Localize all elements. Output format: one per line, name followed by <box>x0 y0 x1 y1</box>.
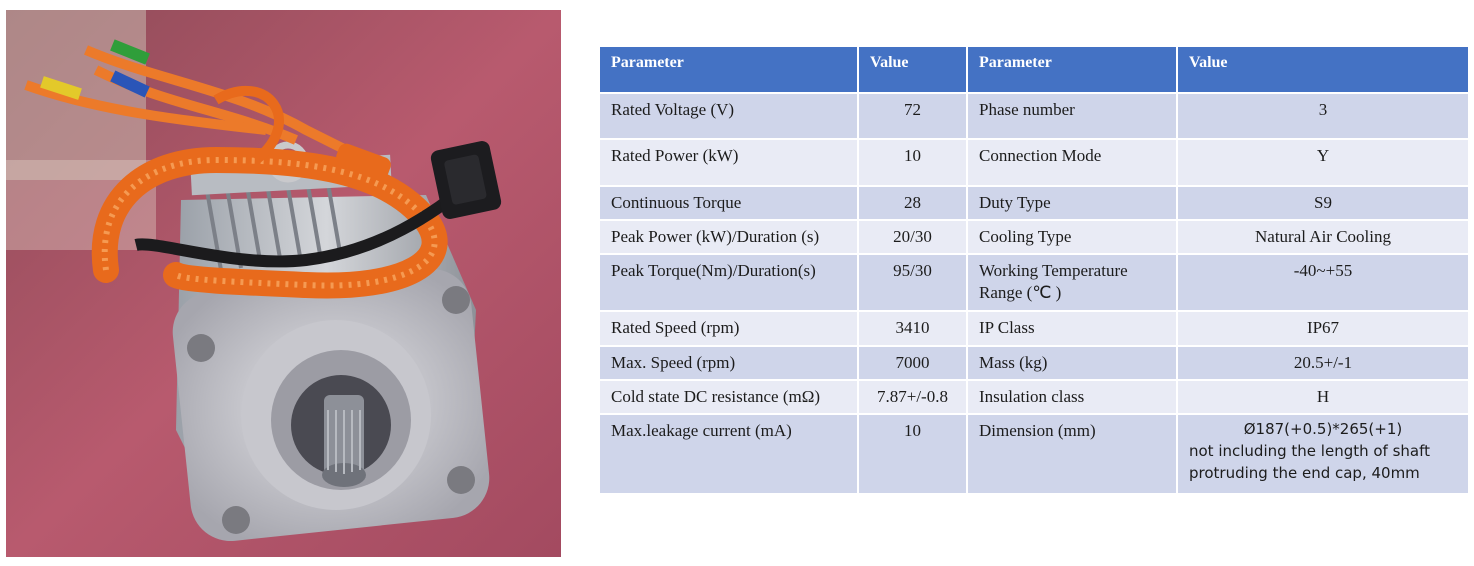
param-cell: IP Class <box>967 311 1177 346</box>
param-cell: Rated Speed (rpm) <box>599 311 858 346</box>
value-cell: 20/30 <box>858 220 967 254</box>
value-cell: -40~+55 <box>1177 254 1469 311</box>
param-cell: Cooling Type <box>967 220 1177 254</box>
param-cell: Insulation class <box>967 380 1177 414</box>
param-cell: Working Temperature Range (℃ ) <box>967 254 1177 311</box>
table-row <box>599 254 1469 311</box>
table-row <box>599 93 1469 139</box>
value-cell: 3 <box>1177 93 1469 139</box>
header-parameter-1: Parameter <box>599 46 858 93</box>
param-cell: Continuous Torque <box>599 186 858 220</box>
dimension-line: not including the length of shaft <box>1189 442 1431 460</box>
param-cell: Max. Speed (rpm) <box>599 346 858 380</box>
table-row <box>599 346 1469 380</box>
value-cell: IP67 <box>1177 311 1469 346</box>
value-cell: 20.5+/-1 <box>1177 346 1469 380</box>
dimension-value-cell <box>1177 414 1469 494</box>
header-value-2: Value <box>1177 46 1469 93</box>
table-row <box>599 220 1469 254</box>
table-row <box>599 414 1469 494</box>
table-row <box>599 186 1469 220</box>
value-cell: 10 <box>858 139 967 186</box>
param-cell: Mass (kg) <box>967 346 1177 380</box>
param-cell: Duty Type <box>967 186 1177 220</box>
param-cell: Connection Mode <box>967 139 1177 186</box>
value-cell: S9 <box>1177 186 1469 220</box>
param-cell: Phase number <box>967 93 1177 139</box>
param-cell: Max.leakage current (mA) <box>599 414 858 494</box>
param-cell: Dimension (mm) <box>967 414 1177 494</box>
param-cell: Peak Power (kW)/Duration (s) <box>599 220 858 254</box>
param-cell: Rated Power (kW) <box>599 139 858 186</box>
value-cell: 95/30 <box>858 254 967 311</box>
value-cell: 10 <box>858 414 967 494</box>
param-cell: Cold state DC resistance (mΩ) <box>599 380 858 414</box>
table-header-row <box>599 46 1469 93</box>
param-cell: Peak Torque(Nm)/Duration(s) <box>599 254 858 311</box>
header-value-1: Value <box>858 46 967 93</box>
value-cell: 3410 <box>858 311 967 346</box>
value-cell: Y <box>1177 139 1469 186</box>
dimension-line: protruding the end cap, 40mm <box>1189 464 1420 482</box>
value-cell: Natural Air Cooling <box>1177 220 1469 254</box>
param-cell: Rated Voltage (V) <box>599 93 858 139</box>
spec-table <box>598 45 1470 495</box>
value-cell: H <box>1177 380 1469 414</box>
value-cell: 7.87+/-0.8 <box>858 380 967 414</box>
dimension-line: Ø187(+0.5)*265(+1) <box>1243 420 1403 438</box>
value-cell: 28 <box>858 186 967 220</box>
table-row <box>599 380 1469 414</box>
value-cell: 7000 <box>858 346 967 380</box>
table-row <box>599 139 1469 186</box>
motor-photo <box>6 10 561 557</box>
table-row <box>599 311 1469 346</box>
value-cell: 72 <box>858 93 967 139</box>
header-parameter-2: Parameter <box>967 46 1177 93</box>
